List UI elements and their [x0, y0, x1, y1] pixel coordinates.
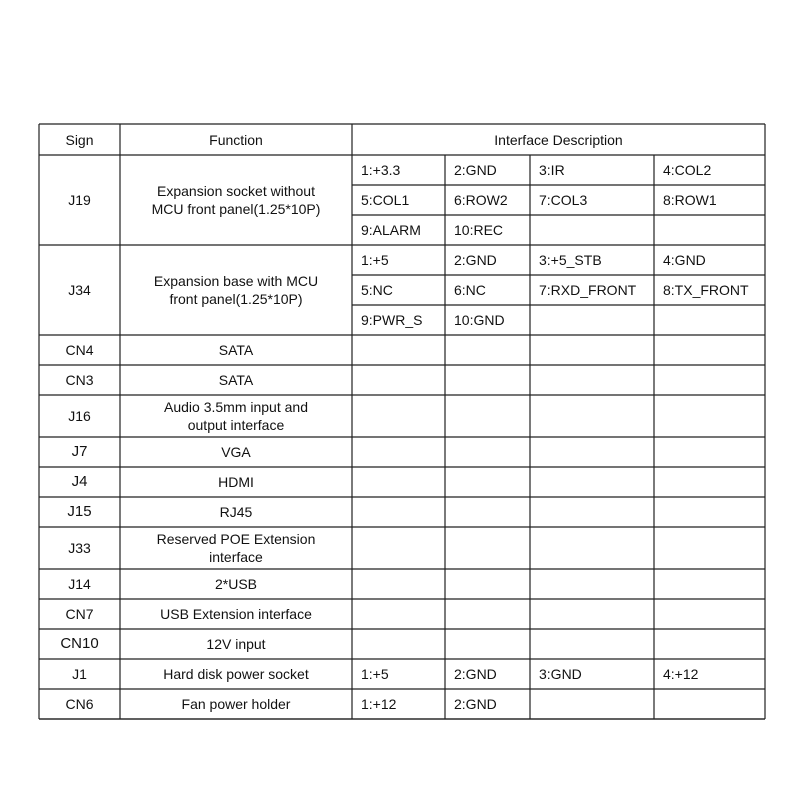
- sign-cn6: CN6: [65, 696, 94, 712]
- pin-label: 6:ROW2: [454, 192, 508, 208]
- sign-j1: J1: [72, 666, 87, 682]
- pin-label: 9:ALARM: [361, 222, 421, 238]
- function-cell: [120, 659, 352, 689]
- function-line: SATA: [218, 372, 254, 388]
- header-function: Function: [209, 131, 263, 148]
- pin-label: 8:ROW1: [663, 192, 717, 208]
- sign-j16: J16: [68, 408, 91, 424]
- pin-label: 3:GND: [539, 666, 582, 682]
- function-line: Audio 3.5mm input and: [164, 399, 308, 415]
- sign-cn7: CN7: [65, 606, 94, 622]
- function-cell: [120, 527, 352, 569]
- sign-j4: J4: [71, 473, 88, 490]
- function-cell: [120, 155, 352, 245]
- pin-label: 4:+12: [663, 666, 699, 682]
- sign-j14: J14: [68, 576, 91, 592]
- function-cell: [120, 629, 352, 659]
- sign-cn10: CN10: [60, 635, 99, 652]
- function-cell: [120, 365, 352, 395]
- sign-j33: J33: [68, 540, 91, 556]
- function-line: HDMI: [218, 474, 254, 490]
- function-cell: [120, 245, 352, 335]
- pin-label: 5:COL1: [361, 192, 410, 208]
- pin-label: 2:GND: [454, 162, 497, 178]
- function-cell: [120, 689, 352, 719]
- pin-label: 2:GND: [454, 666, 497, 682]
- pin-label: 2:GND: [454, 252, 497, 268]
- pin-label: 4:COL2: [663, 162, 712, 178]
- pin-label: 10:REC: [454, 222, 504, 238]
- function-cell: [120, 335, 352, 365]
- function-line: USB Extension interface: [160, 606, 312, 622]
- header-sign: Sign: [65, 131, 94, 148]
- function-line: 12V input: [206, 636, 266, 652]
- sign-j19: J19: [68, 192, 91, 208]
- header-interface-description: Interface Description: [494, 131, 623, 148]
- pin-label: 1:+5: [361, 666, 389, 682]
- function-cell: [120, 599, 352, 629]
- function-line: RJ45: [219, 504, 253, 520]
- sign-cn3: CN3: [65, 372, 94, 388]
- pin-label: 1:+12: [361, 696, 397, 712]
- function-cell: [120, 437, 352, 467]
- pin-label: 1:+3.3: [361, 162, 401, 178]
- function-line: interface: [209, 549, 263, 565]
- pin-label: 6:NC: [454, 282, 486, 298]
- pin-label: 4:GND: [663, 252, 706, 268]
- sign-j34: J34: [68, 282, 91, 298]
- pin-label: 3:IR: [539, 162, 565, 178]
- function-line: Expansion socket without: [157, 183, 315, 199]
- function-cell: [120, 467, 352, 497]
- function-line: Hard disk power socket: [163, 666, 309, 682]
- function-cell: [120, 569, 352, 599]
- function-cell: [120, 497, 352, 527]
- pin-label: 2:GND: [454, 696, 497, 712]
- pin-label: 1:+5: [361, 252, 389, 268]
- pin-label: 9:PWR_S: [361, 312, 423, 328]
- pin-label: 7:RXD_FRONT: [539, 282, 637, 298]
- function-line: SATA: [218, 342, 254, 358]
- pin-label: 8:TX_FRONT: [663, 282, 749, 298]
- function-line: front panel(1.25*10P): [169, 291, 303, 307]
- function-line: Reserved POE Extension: [156, 531, 316, 547]
- sign-j7: J7: [71, 443, 88, 460]
- pin-label: 3:+5_STB: [539, 252, 602, 268]
- function-line: VGA: [221, 444, 251, 460]
- sign-cn4: CN4: [65, 342, 94, 358]
- function-line: Expansion base with MCU: [153, 273, 319, 289]
- sign-j15: J15: [67, 503, 92, 520]
- function-cell: [120, 395, 352, 437]
- function-line: output interface: [187, 417, 285, 433]
- pin-label: 7:COL3: [539, 192, 588, 208]
- pin-label: 5:NC: [361, 282, 393, 298]
- function-line: 2*USB: [214, 576, 258, 592]
- function-line: MCU front panel(1.25*10P): [151, 201, 321, 217]
- function-line: Fan power holder: [181, 696, 291, 712]
- pin-label: 10:GND: [454, 312, 505, 328]
